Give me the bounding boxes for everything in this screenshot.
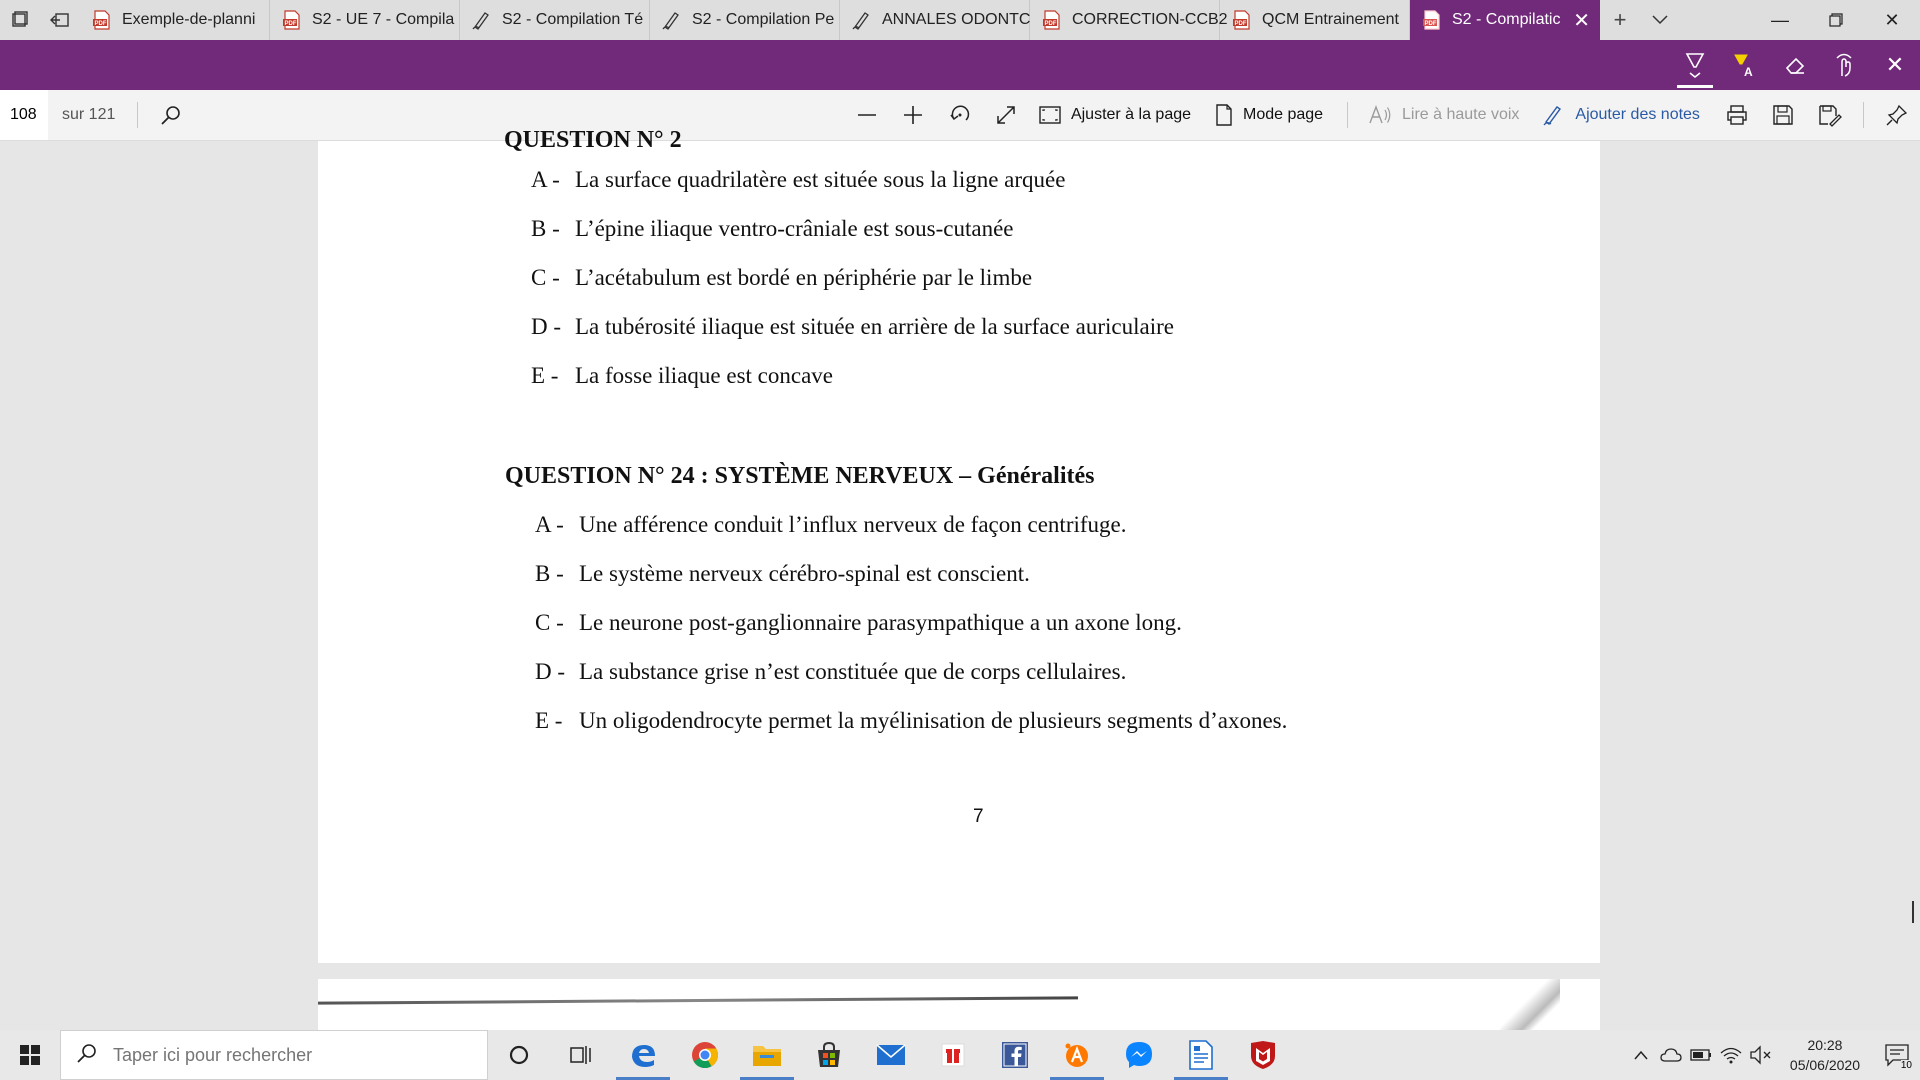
page-total-label: sur 121 [62, 106, 116, 123]
eraser-icon[interactable] [1770, 40, 1820, 90]
search-icon[interactable] [148, 90, 194, 140]
pin-toolbar-icon[interactable] [1874, 90, 1920, 140]
notification-center-icon[interactable] [1874, 1030, 1920, 1080]
fit-to-page-label: Ajuster à la page [1070, 106, 1192, 123]
toolbar-divider [137, 102, 138, 128]
rotate-icon[interactable] [936, 90, 982, 140]
system-tray [1626, 1030, 1920, 1080]
print-icon[interactable] [1714, 90, 1760, 140]
answer-option: A - Une afférence conduit l’influx nerveux de façon centrifuge. [535, 512, 1127, 537]
answer-option: D - La substance grise n’est constituée que de corps cellulaires. [535, 659, 1127, 684]
fit-to-page-button[interactable] [1029, 90, 1205, 140]
chevron-up-icon[interactable] [1626, 1050, 1656, 1060]
wifi-icon[interactable] [1716, 1046, 1746, 1064]
tab-correction-ccb2[interactable] [1030, 0, 1228, 40]
tab-qcm-entrainement[interactable] [1220, 0, 1410, 40]
facebook-icon[interactable] [984, 1030, 1046, 1080]
answer-option: C - Le neurone post-ganglionnaire parasympathique a un axone long. [535, 610, 1182, 635]
answer-option: B - Le système nerveux cérébro-spinal est conscient. [535, 561, 1030, 586]
window-controls [1752, 0, 1920, 40]
tab-label: QCM Entrainement [1262, 11, 1399, 28]
pen-tool-icon[interactable] [1670, 40, 1720, 90]
messenger-icon[interactable] [1108, 1030, 1170, 1080]
mail-icon[interactable] [860, 1030, 922, 1080]
document-viewport[interactable] [0, 127, 1920, 1030]
zoom-out-icon[interactable] [844, 90, 890, 140]
fullscreen-icon[interactable] [983, 90, 1029, 140]
windows-start-icon[interactable] [0, 1030, 60, 1080]
toolbar-divider [1863, 102, 1864, 128]
pdf-icon [1232, 10, 1252, 30]
close-ink-toolbar-icon[interactable]: ✕ [1885, 52, 1905, 77]
read-aloud-button[interactable] [1358, 90, 1533, 140]
answer-option: B - L’épine iliaque ventro-crâniale est sous-cutanée [531, 216, 1014, 241]
document-app-icon[interactable] [1170, 1030, 1232, 1080]
add-notes-icon [1543, 104, 1565, 126]
tab-exemple-de-planning[interactable] [80, 0, 270, 40]
clock-date: 05/06/2020 [1789, 1057, 1860, 1073]
tab-label: S2 - Compilatic [1452, 11, 1561, 28]
close-tab-icon[interactable]: ✕ [1573, 9, 1590, 32]
scrollbar-thumb[interactable] [1912, 901, 1914, 923]
tab-label: S2 - Compilation Té [502, 11, 644, 28]
notification-count-badge: 10 [1900, 1060, 1912, 1071]
previous-question-heading-cut: QUESTION N° 2 [504, 127, 682, 153]
chevron-down-icon[interactable] [1640, 0, 1680, 40]
tab-label: ANNALES ODONTC [882, 11, 1031, 28]
chrome-icon[interactable] [674, 1030, 736, 1080]
answer-option: E - Un oligodendrocyte permet la myélinisation de plusieurs segments d’axones. [535, 708, 1288, 733]
tab-label: CORRECTION-CCB2 [1072, 11, 1228, 28]
cortana-icon[interactable] [488, 1030, 550, 1080]
answer-option: E - La fosse iliaque est concave [531, 363, 833, 388]
task-view-icon[interactable] [550, 1030, 612, 1080]
add-notes-button[interactable] [1533, 90, 1714, 140]
file-explorer-icon[interactable] [736, 1030, 798, 1080]
avast-antivirus-icon[interactable] [1046, 1030, 1108, 1080]
close-window-icon[interactable]: ✕ [1884, 9, 1900, 30]
search-icon [77, 1043, 97, 1068]
highlighter-icon[interactable] [1720, 40, 1770, 90]
microsoft-store-icon[interactable] [798, 1030, 860, 1080]
system-clock[interactable] [1790, 1035, 1860, 1075]
pdf-toolbar [0, 90, 1920, 141]
restore-icon[interactable] [1808, 0, 1864, 40]
page-mode-label: Mode page [1243, 106, 1324, 123]
battery-icon[interactable] [1686, 1048, 1716, 1062]
edge-browser-icon[interactable] [612, 1030, 674, 1080]
tab-s2-compilation-te[interactable] [460, 0, 650, 40]
answer-option: D - La tubérosité iliaque est située en arrière de la surface auriculaire [531, 314, 1174, 339]
svg-text:A: A [1744, 65, 1753, 79]
clock-time: 20:28 [1807, 1037, 1843, 1053]
onedrive-cloud-icon[interactable] [1656, 1048, 1686, 1062]
save-icon[interactable] [1760, 90, 1806, 140]
tab-label: S2 - Compilation Pe [692, 11, 835, 28]
windows-taskbar [0, 1030, 1920, 1080]
gift-app-icon[interactable] [922, 1030, 984, 1080]
pdf-icon [282, 10, 302, 30]
touch-writing-icon[interactable] [1820, 40, 1870, 90]
pdf-icon [1422, 10, 1442, 30]
pdf-icon [92, 10, 112, 30]
page-number-input[interactable] [0, 90, 48, 140]
volume-muted-icon[interactable] [1746, 1046, 1776, 1064]
taskbar-search-box[interactable] [60, 1030, 488, 1080]
tab-s2-compilation-pe[interactable] [650, 0, 840, 40]
new-tab-icon[interactable]: + [1613, 7, 1627, 32]
tab-actions-icon[interactable] [0, 0, 40, 40]
page-mode-button[interactable] [1205, 90, 1337, 140]
ink-pen-icon [852, 10, 872, 30]
ink-pen-icon [472, 10, 492, 30]
svg-text:PDF: PDF [284, 21, 297, 27]
toolbar-divider [1347, 102, 1348, 128]
read-aloud-label: Lire à haute voix [1402, 106, 1520, 123]
svg-text:PDF: PDF [1044, 21, 1057, 27]
svg-text:PDF: PDF [1424, 21, 1437, 27]
taskbar-search-input[interactable] [111, 1044, 455, 1067]
pdf-icon [1042, 10, 1062, 30]
answer-option: C - L’acétabulum est bordé en périphérie par le limbe [531, 265, 1033, 290]
tab-s2-compilation-active[interactable] [1410, 0, 1600, 40]
tab-s2-ue7-compilation[interactable] [270, 0, 460, 40]
minimize-icon[interactable]: — [1771, 9, 1789, 30]
question-title: QUESTION N° 24 : SYSTÈME NERVEUX – Généralités [505, 463, 1095, 489]
page-footer-number: 7 [973, 806, 984, 827]
mcafee-icon[interactable] [1232, 1030, 1294, 1080]
set-aside-tabs-icon[interactable] [40, 0, 80, 40]
read-aloud-icon [1368, 105, 1392, 125]
tab-label: Exemple-de-planni [122, 11, 256, 28]
browser-tab-strip [0, 0, 1920, 40]
ink-pen-icon [662, 10, 682, 30]
add-notes-label: Ajouter des notes [1575, 106, 1700, 123]
save-as-icon[interactable] [1807, 90, 1853, 140]
scan-artifact-line [318, 996, 1078, 1004]
svg-text:PDF: PDF [94, 21, 107, 27]
tab-label: S2 - UE 7 - Compila [312, 11, 455, 28]
tab-annales-odontologie[interactable] [840, 0, 1030, 40]
page-icon [1215, 104, 1233, 126]
fit-page-icon [1039, 106, 1061, 124]
pdf-page [318, 127, 1600, 963]
ink-toolbar [0, 40, 1920, 90]
answer-option: A - La surface quadrilatère est située sous la ligne arquée [531, 167, 1066, 192]
zoom-in-icon[interactable] [890, 90, 936, 140]
svg-text:PDF: PDF [1234, 21, 1247, 27]
